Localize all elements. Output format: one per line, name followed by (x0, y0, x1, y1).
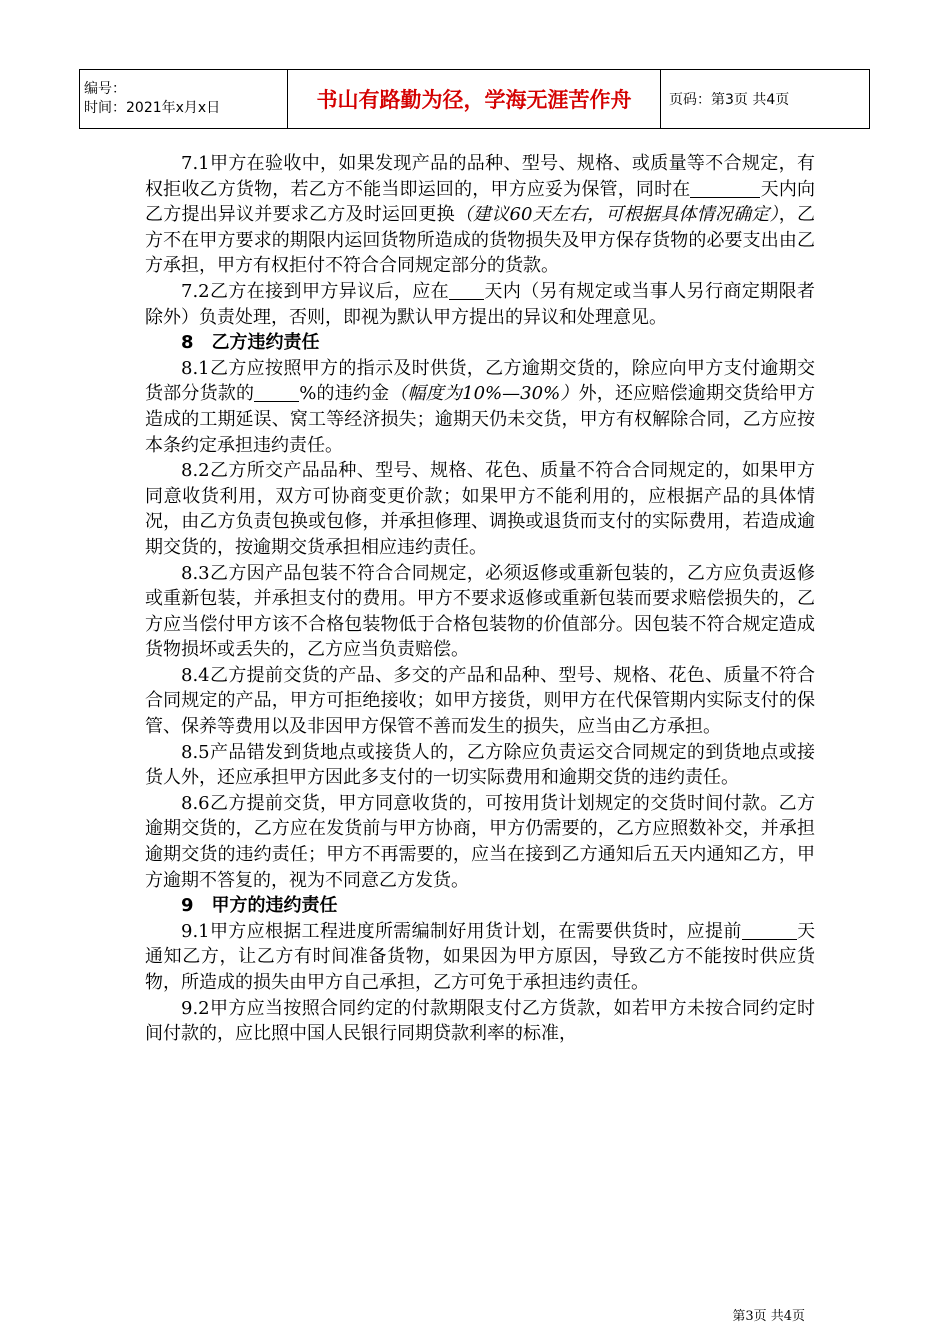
clause-note: （建议60天左右，可根据具体情况确定） (454, 204, 779, 226)
clause-8-2: 8.2乙方所交产品品种、型号、规格、花色、质量不符合合同规定的，如果甲方同意收货利用，双方可协商变更价款；如果甲方不能利用的，应根据产品的具体情况，由乙方负责包换或包修，并承担修理、调换或退货而支付的实际费用，若造成逾期交货的，按逾期交货承担相应违约责任。 (145, 460, 815, 558)
clause-7-1: 7.1甲方在验收中，如果发现产品的品种、型号、规格、或质量等不合规定，有权拒收乙方货物，若乙方不能当即运回的，甲方应妥为保管，同时在 天内向乙方提出异议并要求乙方及时运回更换（建议60天左右，可根据具体情况确定），乙方不在甲方要求的期限内运回货物所造成的货物损失及甲方保存货物的必要支出由乙方承担，甲方有权拒付不符合合同规定部分的货款。 (145, 153, 816, 277)
header-page-info: 页码：第3页 共4页 (661, 70, 870, 129)
clause-note: （幅度为10%—30%） (389, 383, 579, 405)
clause-8-1: 8.1乙方应按照甲方的指示及时供货，乙方逾期交货的，除应向甲方支付逾期交货部分货款的 %的违约金（幅度为10%—30%）外，还应赔偿逾期交货给甲方造成的工期延误、窝工等经济损失；逾期天仍未交货，甲方有权解除合同，乙方应按本条约定承担违约责任。 (145, 357, 816, 456)
fill-blank (690, 179, 760, 198)
clause-7-2: 7.2乙方在接到甲方异议后，应在 天内（另有规定或当事人另行商定期限者除外）负责处理，否则，即视为默认甲方提出的异议和处理意见。 (145, 280, 816, 328)
header-meta (80, 70, 288, 129)
header-motto: 书山有路勤为径，学海无涯苦作舟 (288, 70, 661, 129)
document-date: 时间：2021年x月x日 (84, 100, 221, 116)
document-number-label: 编号： (84, 81, 126, 97)
document-header (79, 69, 870, 129)
clause-8-4: 8.4乙方提前交货的产品、多交的产品和品种、型号、规格、花色、质量不符合合同规定的产品，甲方可拒绝接收；如甲方接货，则甲方在代保管期内实际支付的保管、保养等费用以及非因甲方保管不善而发生的损失，应当由乙方承担。 (145, 664, 815, 738)
fill-blank (449, 281, 484, 300)
document-body (145, 151, 815, 1047)
section-heading-9: 9 甲方的违约责任 (181, 895, 338, 917)
clause-9-1: 9.1甲方应根据工程进度所需编制好用货计划，在需要供货时，应提前 天通知乙方，让乙方有时间准备货物，如果因为甲方原因，导致乙方不能按时供应货物，所造成的损失由甲方自己承担，乙方可免于承担违约责任。 (145, 920, 816, 993)
section-heading-8: 8 乙方违约责任 (181, 332, 320, 354)
clause-8-6: 8.6乙方提前交货，甲方同意收货的，可按用货计划规定的交货时间付款。乙方逾期交货的，乙方应在发货前与甲方协商，甲方仍需要的，乙方应照数补交，并承担逾期交货的违约责任；甲方不再需要的，应当在接到乙方通知后五天内通知乙方，甲方逾期不答复的，视为不同意乙方发货。 (145, 792, 815, 891)
clause-8-5: 8.5产品错发到货地点或接货人的，乙方除应负责运交合同规定的到货地点或接货人外，还应承担甲方因此多支付的一切实际费用和逾期交货的违约责任。 (145, 741, 815, 789)
fill-blank (254, 383, 299, 402)
page-footer: 第3页 共4页 (732, 1309, 805, 1324)
clause-8-3: 8.3乙方因产品包装不符合合同规定，必须返修或重新包装的，乙方应负责返修或重新包装，并承担支付的费用。甲方不要求返修或重新包装而要求赔偿损失的，乙方应当偿付甲方该不合格包装物低于合格包装物的价值部分。因包装不符合规定造成货物损坏或丢失的，乙方应当负责赔偿。 (145, 562, 815, 661)
clause-9-2: 9.2甲方应当按照合同约定的付款期限支付乙方货款，如若甲方未按合同约定时间付款的，应比照中国人民银行同期贷款利率的标准， (145, 997, 815, 1045)
fill-blank (742, 921, 797, 940)
